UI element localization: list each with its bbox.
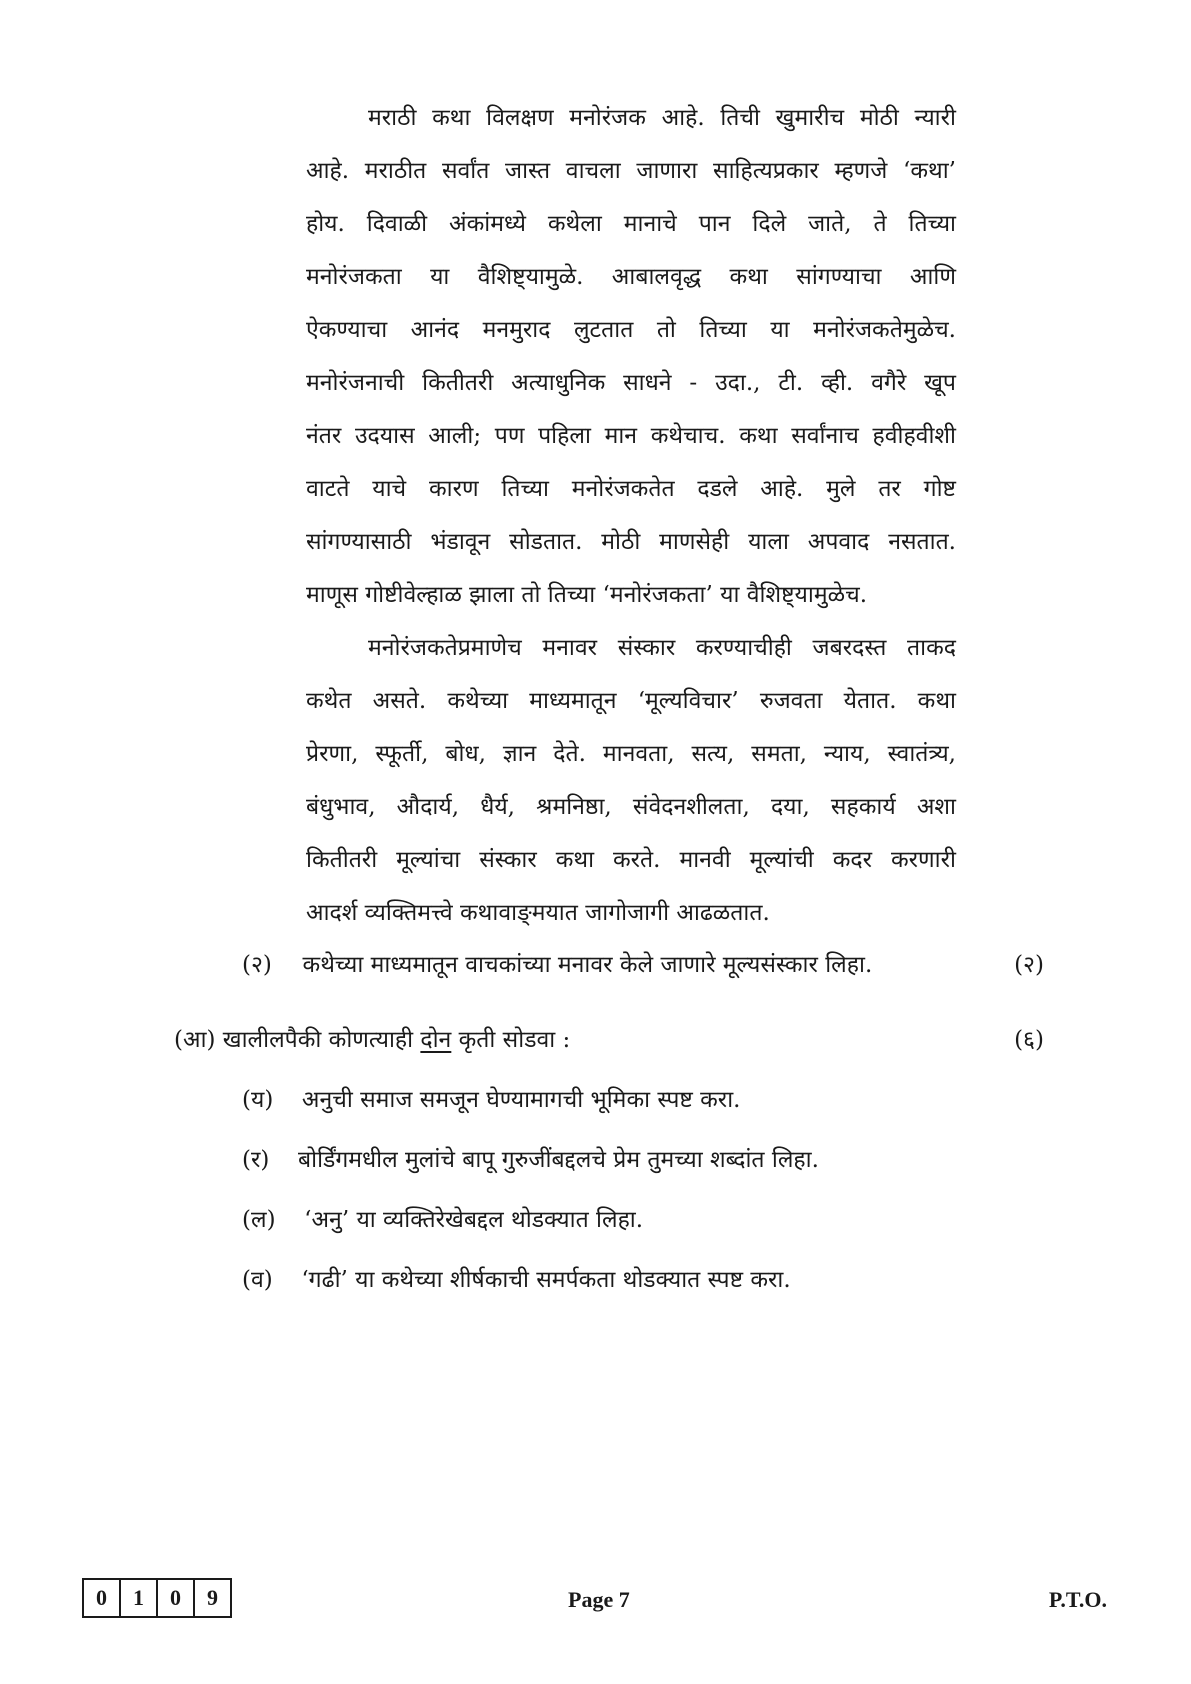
- section-aa-heading: [174, 1023, 570, 1057]
- sub-question: [242, 1263, 791, 1297]
- passage-line: प्रेरणा, स्फूर्ती, बोध, ज्ञान देते. मानवता, सत्य, समता, न्याय, स्वातंत्र्य,: [306, 741, 956, 767]
- passage-line: होय. दिवाळी अंकांमध्ये कथेला मानाचे पान दिले जाते, ते तिच्या: [306, 211, 956, 237]
- passage-line: मनोरंजनाची कितीतरी अत्याधुनिक साधने - उदा., टी. व्ही. वगैरे खूप: [306, 370, 956, 396]
- passage-line: कथेत असते. कथेच्या माध्यमातून ‘मूल्यविचार’ रुजवता येतात. कथा: [306, 688, 956, 714]
- paper-code-digit: 9: [193, 1580, 230, 1616]
- passage-line: मनोरंजकतेप्रमाणेच मनावर संस्कार करण्याचीही जबरदस्त ताकद: [368, 635, 956, 661]
- passage-line: आदर्श व्यक्तिमत्त्वे कथावाङ्‌मयात जागोजागी आढळतात.: [306, 900, 770, 926]
- section-text-underlined: दोन: [420, 1027, 452, 1053]
- sub-question: [242, 1143, 819, 1177]
- passage-line: मराठी कथा विलक्षण मनोरंजक आहे. तिची खुमारीच मोठी न्यारी: [368, 105, 956, 131]
- passage-line: सांगण्यासाठी भंडावून सोडतात. मोठी माणसेही याला अपवाद नसतात.: [306, 529, 956, 555]
- question-2: [242, 948, 872, 982]
- paper-code-digit: 0: [156, 1580, 193, 1616]
- question-text: कथेच्या माध्यमातून वाचकांच्या मनावर केले जाणारे मूल्यसंस्कार लिहा.: [302, 952, 873, 978]
- section-label: (आ): [174, 1027, 216, 1053]
- sub-question-label: (र): [242, 1147, 270, 1173]
- passage-line: आहे. मराठीत सर्वांत जास्त वाचला जाणारा साहित्यप्रकार म्हणजे ‘कथा’: [306, 158, 956, 184]
- sub-question: [242, 1203, 643, 1237]
- section-aa-marks: (६): [1014, 1027, 1044, 1053]
- page-number: Page 7: [568, 1587, 630, 1612]
- paper-code-digit: 0: [96, 1585, 107, 1610]
- passage-line: कितीतरी मूल्यांचा संस्कार कथा करते. मानवी मूल्यांची कदर करणारी: [306, 847, 956, 873]
- sub-question-text: अनुची समाज समजून घेण्यामागची भूमिका स्पष्ट करा.: [301, 1087, 741, 1113]
- passage-line: मनोरंजकता या वैशिष्ट्यामुळे. आबालवृद्ध कथा सांगण्याचा आणि: [306, 264, 956, 290]
- passage-line: ऐकण्याचा आनंद मनमुराद लुटतात तो तिच्या या मनोरंजकतेमुळेच.: [306, 317, 956, 343]
- sub-question-text: ‘गढी’ या कथेच्या शीर्षकाची समर्पकता थोडक्यात स्पष्ट करा.: [301, 1267, 791, 1293]
- section-text-before: खालीलपैकी कोणत्याही: [222, 1027, 414, 1053]
- passage-line: नंतर उदयास आली; पण पहिला मान कथेचाच. कथा सर्वांनाच हवीहवीशी: [306, 423, 956, 449]
- sub-question-label: (य): [242, 1087, 274, 1113]
- question-2-marks: (२): [1014, 952, 1044, 978]
- sub-question-label: (व): [242, 1267, 273, 1293]
- sub-question-text: ‘अनु’ या व्यक्तिरेखेबद्दल थोडक्यात लिहा.: [304, 1207, 644, 1233]
- sub-question-label: (ल): [242, 1207, 276, 1233]
- question-number: (२): [242, 952, 272, 978]
- paper-code-digit: 1: [119, 1580, 156, 1616]
- sub-question-text: बोर्डिंगमधील मुलांचे बापू गुरुजींबद्दलचे प्रेम तुमच्या शब्दांत लिहा.: [297, 1147, 819, 1173]
- passage-line: माणूस गोष्टीवेल्हाळ झाला तो तिच्या ‘मनोरंजकता’ या वैशिष्ट्यामुळेच.: [306, 582, 868, 608]
- passage-line: वाटते याचे कारण तिच्या मनोरंजकतेत दडले आहे. मुले तर गोष्ट: [306, 476, 956, 502]
- passage: [306, 92, 956, 940]
- section-text-after: कृती सोडवा :: [458, 1027, 571, 1053]
- paper-code-box: [82, 1578, 232, 1618]
- pto-label: P.T.O.: [1048, 1587, 1107, 1612]
- sub-question: [242, 1083, 740, 1117]
- passage-line: बंधुभाव, औदार्य, धैर्य, श्रमनिष्ठा, संवेदनशीलता, दया, सहकार्य अशा: [306, 794, 956, 820]
